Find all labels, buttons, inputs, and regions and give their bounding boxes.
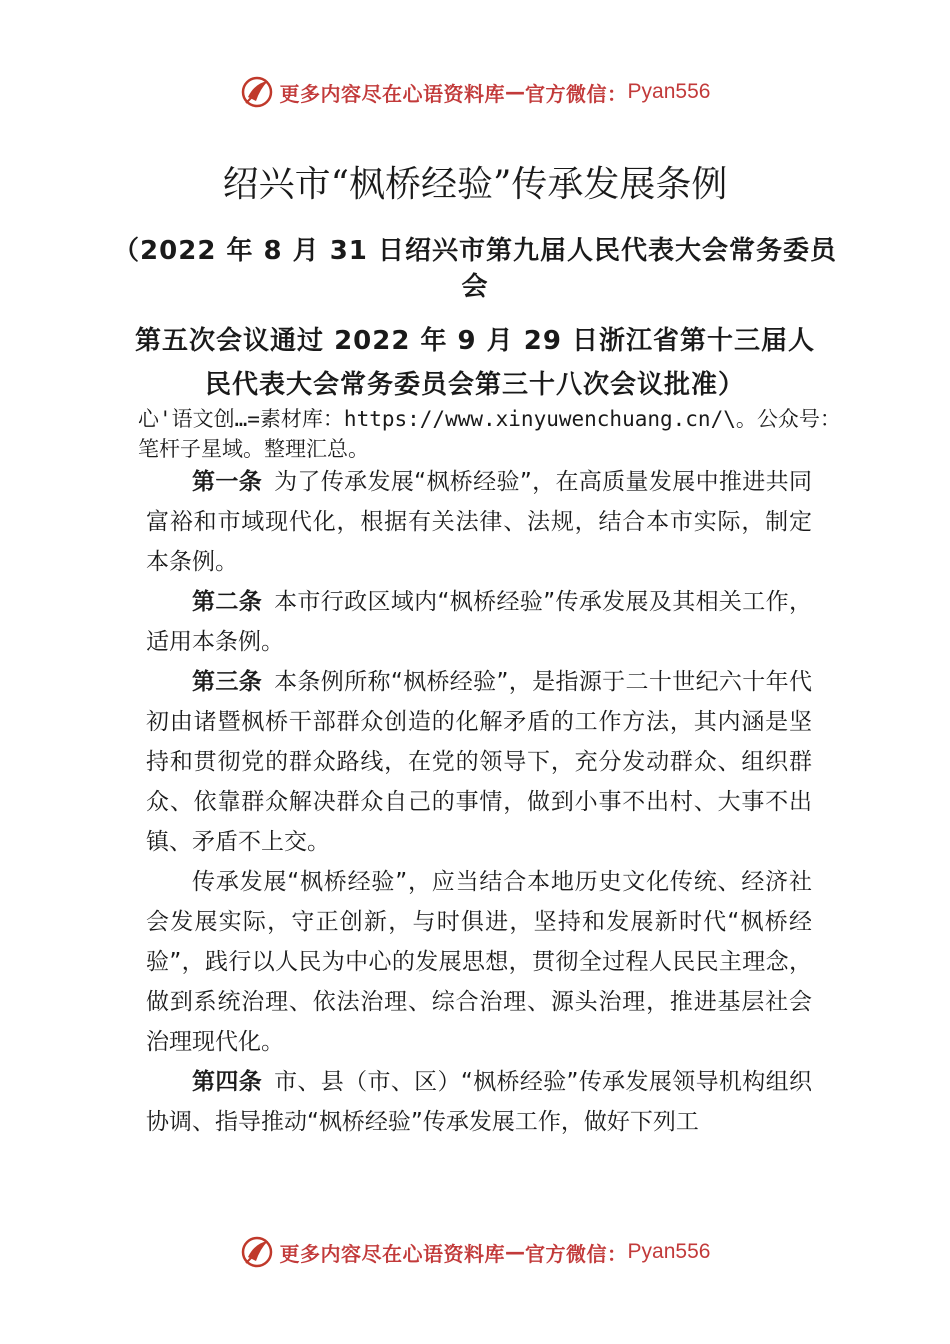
article-3-paragraph-2 [146,862,812,1062]
article-1 [146,462,812,582]
header-watermark [0,72,950,112]
subtitle-line-2: 第五次会议通过 2022 年 9 月 29 日浙江省第十三届人 [135,326,815,356]
watermark-wechat-label: 官方微信： [525,81,628,106]
article-label: 第一条 [192,469,263,495]
document-title: 绍兴市“枫桥经验”传承发展条例 [222,164,728,205]
source-note: 心'语文创…=素材库：https://www.xinyuwenchuang.cn/\。公众号：笔杆子星域。整理汇总。 [138,407,841,461]
article-text: 本条例所称“枫桥经验”，是指源于二十世纪六十年代初由诸暨枫桥干部群众创造的化解矛盾的工作方法，其内涵是坚持和贯彻党的群众路线，在党的领导下，充分发动群众、组织群众、依靠群众解决群众自己的事情，做到小事不出村、大事不出镇、矛盾不上交。 [146,669,812,855]
watermark-separator: — [505,80,526,104]
brush-logo-icon [240,75,274,109]
article-text: 本市行政区域内“枫桥经验”传承发展及其相关工作，适用本条例。 [146,589,812,655]
article-label: 第三条 [192,669,263,695]
subtitle-line-1b: 会 [461,272,489,302]
watermark-wechat-id: Pyan556 [627,1240,711,1263]
subtitle-line-3: 民代表大会常务委员会第三十八次会议批准） [204,370,745,400]
article-text: 市、县（市、区）“枫桥经验”传承发展领导机构组织协调、指导推动“枫桥经验”传承发展工作，做好下列工 [146,1069,812,1135]
watermark-text: 更多内容尽在心语资料库 [279,1241,506,1266]
footer-watermark [0,1232,950,1272]
article-text: 传承发展“枫桥经验”，应当结合本地历史文化传统、经济社会发展实际，守正创新，与时俱进，坚持和发展新时代“枫桥经验”，践行以人民为中心的发展思想，贯彻全过程人民民主理念，做到系统治理、依法治理、综合治理、源头治理，推进基层社会治理现代化。 [146,869,812,1055]
article-label: 第二条 [192,589,263,615]
document-body [146,462,812,1142]
watermark-wechat-label: 官方微信： [525,1241,628,1266]
subtitle-line-1: （2022 年 8 月 31 日绍兴市第九届人民代表大会常务委员 [113,236,837,266]
watermark-separator: — [505,1240,526,1264]
article-label: 第四条 [192,1069,263,1095]
watermark-wechat-id: Pyan556 [627,80,711,103]
article-text: 为了传承发展“枫桥经验”，在高质量发展中推进共同富裕和市域现代化，根据有关法律、法规，结合本市实际，制定本条例。 [146,469,812,575]
article-3 [146,662,812,862]
brush-logo-icon [240,1235,274,1269]
article-2 [146,582,812,662]
watermark-text: 更多内容尽在心语资料库 [279,81,506,106]
article-4 [146,1062,812,1142]
